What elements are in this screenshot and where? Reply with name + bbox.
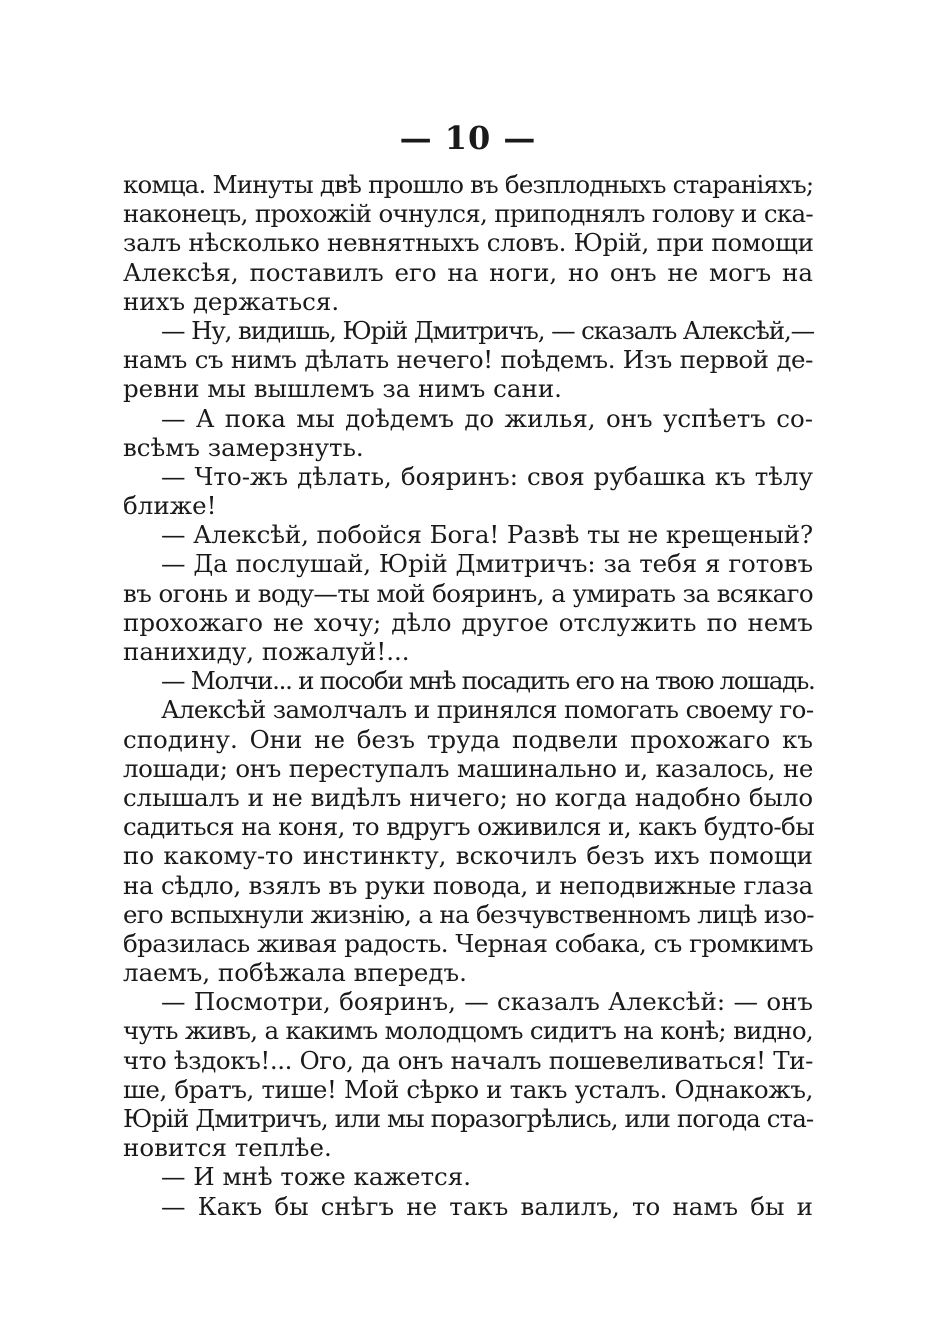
text-line: новится теплѣе. — [123, 1133, 332, 1163]
text-line: сподину. Они не безъ труда подвели прохожаго къ — [123, 724, 813, 754]
text-body — [123, 170, 813, 1221]
text-line: — Да послушай, Юрій Дмитричъ: за тебя я готовъ — [161, 549, 813, 579]
text-line: — Алексѣй, побойся Бога! Развѣ ты не крещеный? — [161, 520, 814, 550]
text-line: чуть живъ, а какимъ молодцомъ сидитъ на конѣ; видно, — [123, 1016, 813, 1046]
text-line: на сѣдло, взялъ въ руки повода, и неподвижные глаза — [123, 870, 813, 900]
text-line: всѣмъ замерзнуть. — [123, 432, 364, 462]
text-line: намъ съ нимъ дѣлать нечего! поѣдемъ. Изъ первой де- — [123, 345, 813, 375]
text-line: Алексѣй замолчалъ и принялся помогать своему го- — [161, 695, 814, 725]
text-line: — И мнѣ тоже кажется. — [161, 1162, 471, 1192]
text-line: панихиду, пожалуй!... — [123, 637, 410, 666]
text-line: слышалъ и не видѣлъ ничего; но когда надобно было — [123, 782, 813, 812]
page-number: — 10 — — [399, 119, 537, 157]
text-line: наконецъ, прохожій очнулся, приподнялъ голову и ска- — [123, 199, 813, 229]
text-line: — Молчи... и пособи мнѣ посадить его на твою лошадь. — [161, 666, 815, 696]
text-line: — А пока мы доѣдемъ до жилья, онъ успѣетъ со- — [161, 403, 813, 433]
text-line: по какому-то инстинкту, вскочилъ безъ ихъ помощи — [123, 841, 813, 871]
text-line: ше, братъ, тише! Мой сѣрко и такъ усталъ. Однакожъ, — [123, 1074, 813, 1104]
text-line: лошади; онъ переступалъ машинально и, казалось, не — [123, 753, 813, 783]
text-line: ревни мы вышлемъ за нимъ сани. — [123, 374, 562, 404]
text-line: залъ нѣсколько невнятныхъ словъ. Юрій, при помощи — [123, 228, 814, 258]
text-line: лаемъ, побѣжала впередъ. — [123, 958, 467, 988]
text-line: бразилась живая радость. Черная собака, съ громкимъ — [123, 928, 813, 958]
text-line: что ѣздокъ!... Ого, да онъ началъ пошевеливаться! Ти- — [123, 1045, 813, 1075]
text-line: нихъ держаться. — [123, 286, 340, 316]
text-line: — Какъ бы снѣгъ не такъ валилъ, то намъ бы и — [161, 1191, 813, 1221]
text-line: — Посмотри, бояринъ, — сказалъ Алексѣй: — онъ — [161, 987, 813, 1017]
text-line: — Ну, видишь, Юрій Дмитричъ, — сказалъ Алексѣй,— — [161, 315, 815, 345]
text-line: его вспыхнули жизнію, а на безчувственномъ лицѣ изо- — [123, 899, 814, 929]
text-line: ближе! — [123, 491, 217, 521]
text-line: комца. Минуты двѣ прошло въ безплодныхъ стараніяхъ; — [123, 170, 814, 199]
text-line: въ огонь и воду—ты мой бояринъ, а умирать за всякаго — [123, 578, 813, 608]
text-line: — Что-жъ дѣлать, бояринъ: своя рубашка къ тѣлу — [161, 461, 813, 491]
text-line: Юрій Дмитричъ, или мы поразогрѣлись, или погода ста- — [123, 1104, 814, 1133]
text-line: садиться на коня, то вдругъ оживился и, какъ будто-бы — [123, 812, 815, 842]
text-line: прохожаго не хочу; дѣло другое отслужить по немъ — [123, 607, 813, 637]
text-line: Алексѣя, поставилъ его на ноги, но онъ не могъ на — [123, 257, 813, 287]
